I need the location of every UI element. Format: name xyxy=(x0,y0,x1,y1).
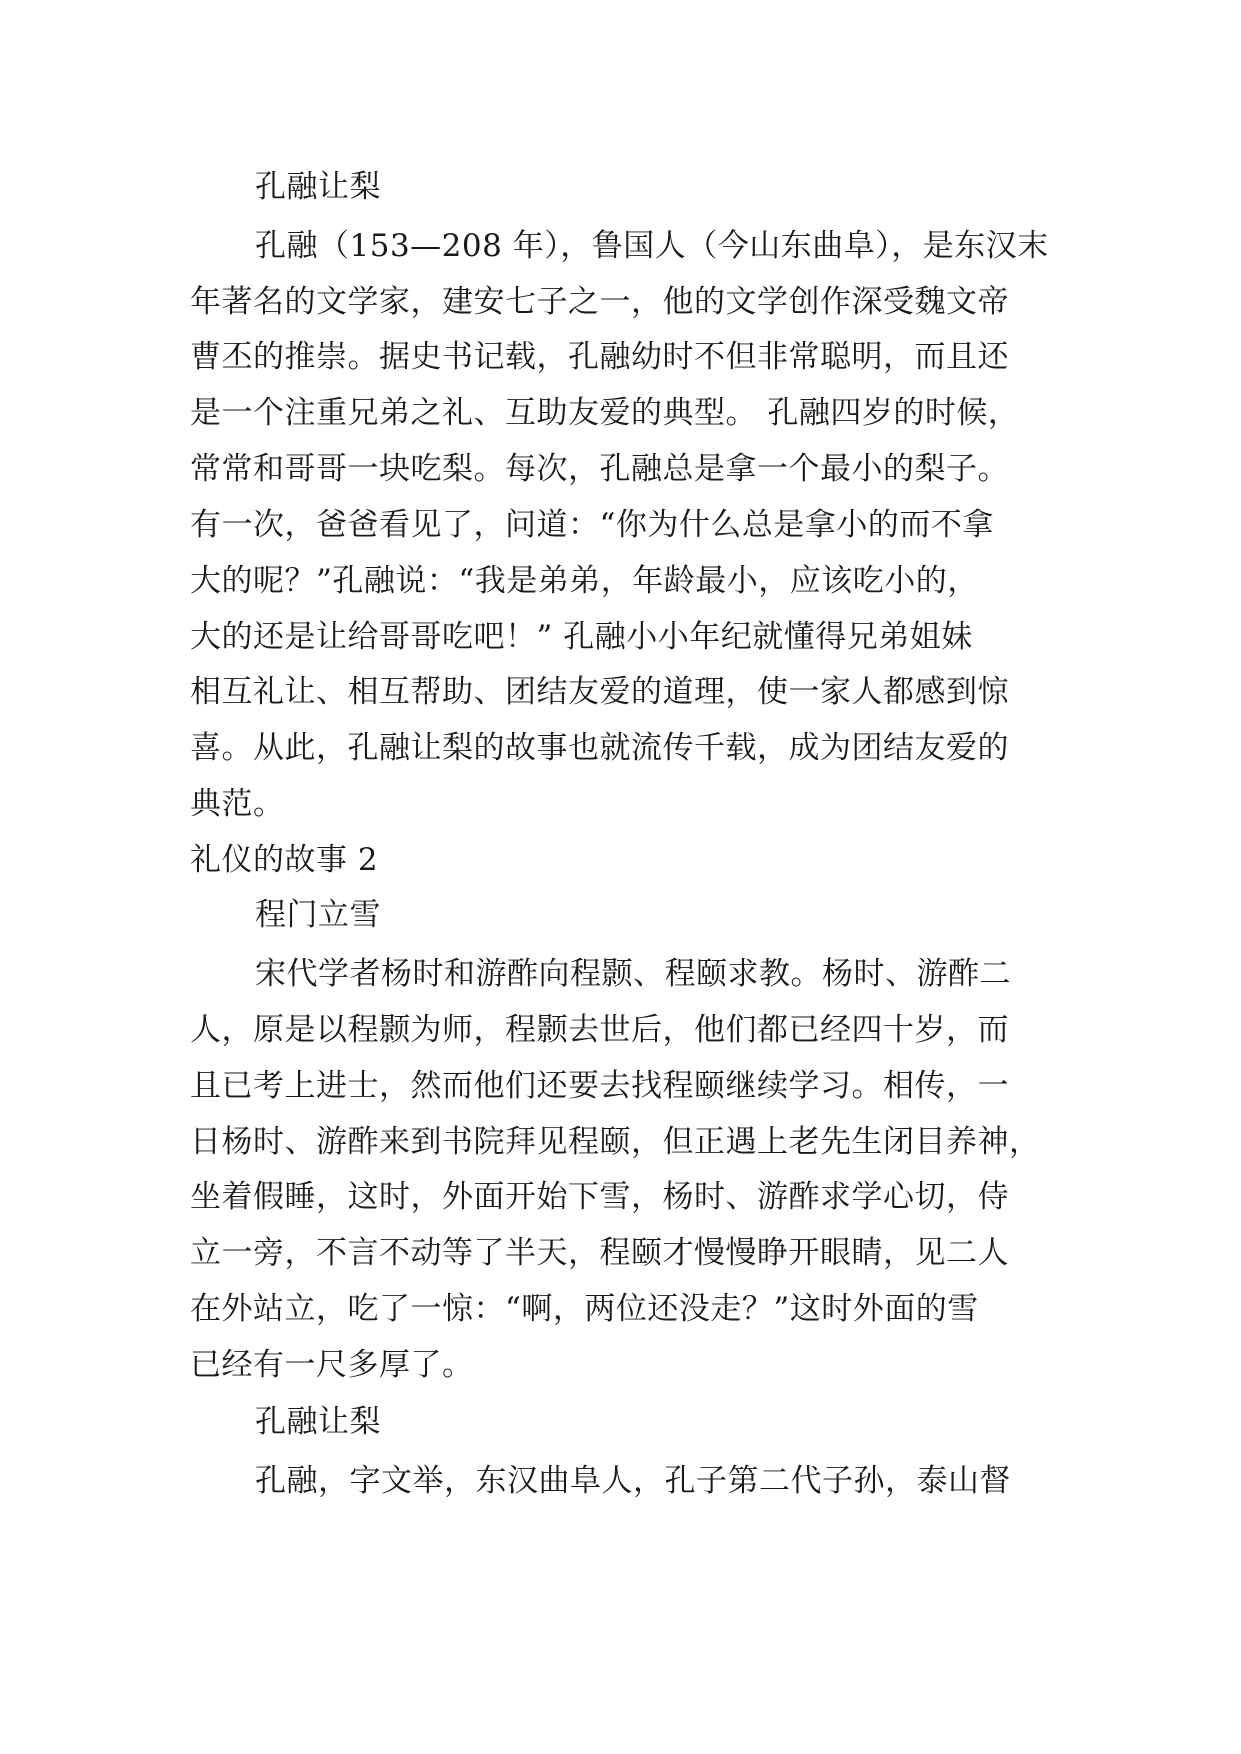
paragraph-line: 典范。 xyxy=(190,786,285,822)
paragraph-line: 在外站立，吃了一惊：“啊，两位还没走？”这时外面的雪 xyxy=(190,1291,979,1327)
story-title-kongrong: 孔融让梨 xyxy=(255,169,381,205)
story-title-kongrong-2: 孔融让梨 xyxy=(255,1404,381,1440)
paragraph-line: 年著名的文学家，建安七子之一，他的文学创作深受魏文帝 xyxy=(190,284,1009,320)
paragraph-line: 立一旁，不言不动等了半天，程颐才慢慢睁开眼睛，见二人 xyxy=(190,1235,1009,1271)
paragraph-line: 大的还是让给哥哥吃吧！” 孔融小小年纪就懂得兄弟姐妹 xyxy=(190,619,973,655)
story-title-chengmen: 程门立雪 xyxy=(255,897,381,933)
paragraph-line: 孔融，字文举，东汉曲阜人，孔子第二代子孙，泰山督 xyxy=(255,1463,1011,1499)
section-heading: 礼仪的故事 2 xyxy=(190,842,379,878)
paragraph-line: 曹丕的推崇。据史书记载，孔融幼时不但非常聪明，而且还 xyxy=(190,339,1009,375)
paragraph-line: 喜。从此，孔融让梨的故事也就流传千载，成为团结友爱的 xyxy=(190,730,1009,766)
paragraph-line: 人，原是以程颢为师，程颢去世后，他们都已经四十岁，而 xyxy=(190,1012,1009,1048)
paragraph-line: 是一个注重兄弟之礼、互助友爱的典型。 孔融四岁的时候， xyxy=(190,395,1020,431)
paragraph-line: 宋代学者杨时和游酢向程颢、程颐求教。杨时、游酢二 xyxy=(255,956,1011,992)
paragraph-line: 大的呢？”孔融说：“我是弟弟，年龄最小，应该吃小的， xyxy=(190,563,979,599)
paragraph-line: 日杨时、游酢来到书院拜见程颐，但正遇上老先生闭目养神， xyxy=(190,1124,1041,1160)
paragraph-line: 已经有一尺多厚了。 xyxy=(190,1347,474,1383)
paragraph-line: 且已考上进士，然而他们还要去找程颐继续学习。相传，一 xyxy=(190,1068,1009,1104)
paragraph-line: 孔融（153—208 年），鲁国人（今山东曲阜），是东汉末 xyxy=(255,228,1049,264)
paragraph-line: 常常和哥哥一块吃梨。每次，孔融总是拿一个最小的梨子。 xyxy=(190,451,1009,487)
paragraph-line: 有一次，爸爸看见了，问道：“你为什么总是拿小的而不拿 xyxy=(190,507,994,543)
paragraph-line: 坐着假睡，这时，外面开始下雪，杨时、游酢求学心切，侍 xyxy=(190,1179,1009,1215)
paragraph-line: 相互礼让、相互帮助、团结友爱的道理，使一家人都感到惊 xyxy=(190,674,1009,710)
